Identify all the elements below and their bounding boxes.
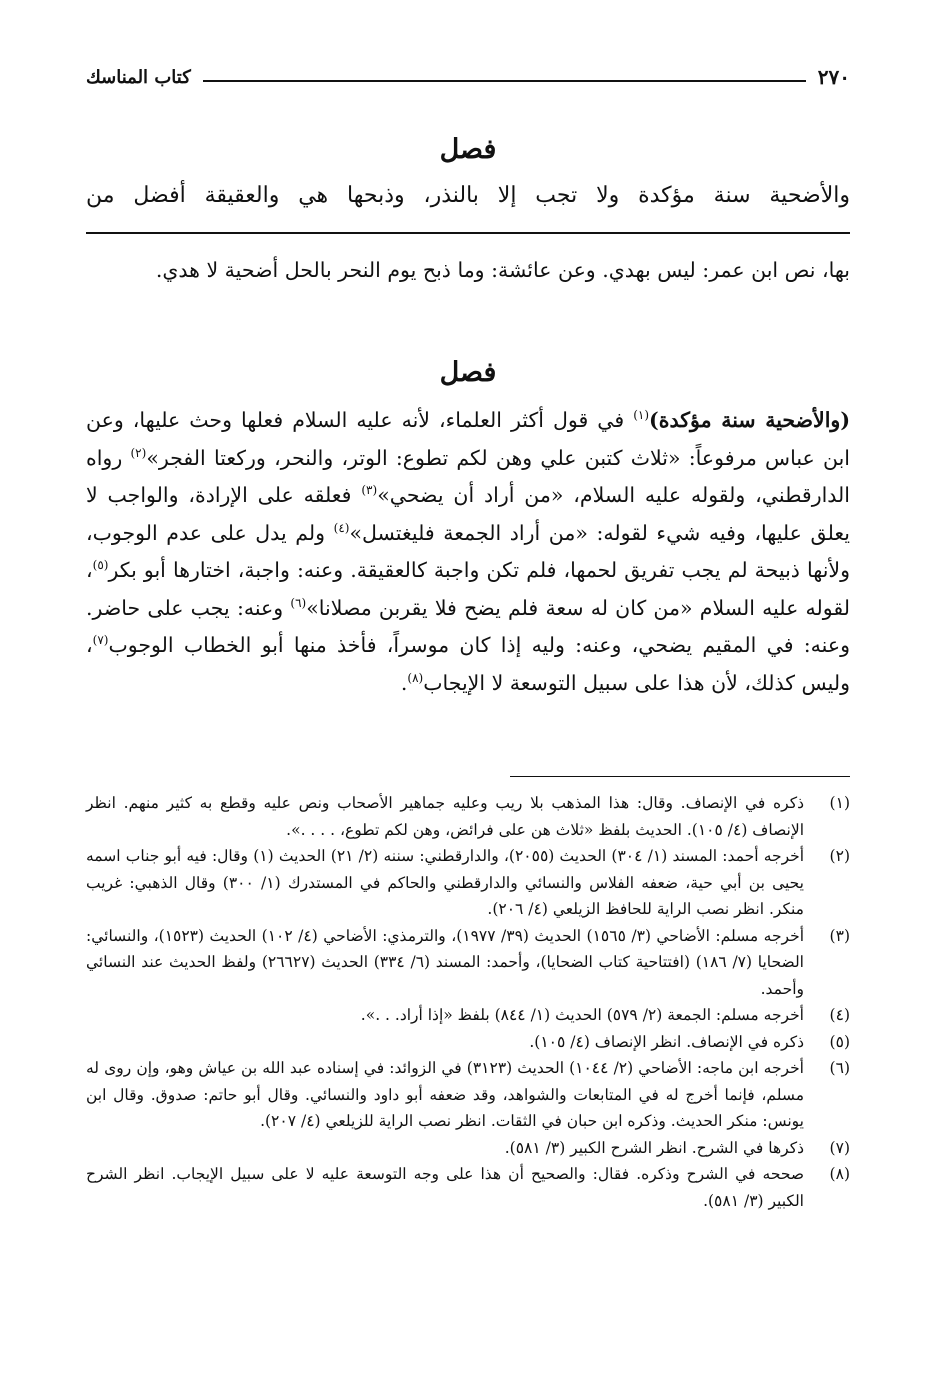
matn-separator: [86, 232, 850, 234]
footnote-ref-2: (٢): [130, 445, 147, 460]
footnote-text: أخرجه ابن ماجه: الأضاحي (٢/ ١٠٤٤) الحديث (٣١٢٣) في الزوائد: في إسناده عبد الله بن عياش وهو، وإن روى له مسلم، فإنما أخرج له في المتابعات والشواهد، وقد ضعفه أبو داود والنسائي. وقال أبو حاتم: صدوق. وقال ابن يونس: منكر الحديث. وذكره ابن حبان في الثقات. انظر نصب الراية للزيلعي (٤/ ٢٠٧).: [86, 1059, 804, 1130]
quote-close: ): [649, 408, 659, 432]
footnote-ref-7: (٧): [92, 633, 109, 648]
footnote-ref-8: (٨): [407, 670, 424, 685]
footnote-text: أخرجه مسلم: الجمعة (٢/ ٥٧٩) الحديث (١/ ٨٤٤) بلفظ «إذا أراد. . .».: [360, 1006, 804, 1024]
commentary-section: [86, 350, 850, 702]
footnote-number: (٧): [829, 1138, 850, 1157]
footnote-number: (٥): [829, 1032, 850, 1051]
commentary-seg-3: فعلقه على الإرادة، والواجب لا يعلق عليها، وفيه شيء لقوله: «من أراد الجمعة فليغتسل»: [86, 483, 850, 545]
commentary-seg-8: .: [400, 670, 408, 695]
footnote: [86, 843, 850, 923]
footnote-ref-6: (٦): [290, 595, 307, 610]
header-rule: [203, 80, 806, 82]
footnote-separator: [510, 776, 850, 777]
footnotes: [86, 790, 850, 1214]
footnote: [86, 1135, 850, 1162]
footnote-text: صححه في الشرح وذكره. فقال: والصحيح أن هذا على وجه التوسعة عليه لا على سبيل الإيجاب. انظر الشرح الكبير (٣/ ٥٨١).: [86, 1165, 804, 1210]
quoted-matn: والأضحية سنة مؤكدة: [658, 408, 841, 432]
footnote-text: أخرجه مسلم: الأضاحي (٣/ ١٥٦٥) الحديث (٣٩/ ١٩٧٧)، والترمذي: الأضاحي (٤/ ١٠٢) الحديث (١٥٢٣)، والنسائي: الضحايا (٧/ ١٨٦) (افتتاحية كتاب الضحايا)، وأحمد: المسند (٦/ ٣٣٤) الحديث (٢٦٦٢٧) ولفظ الحديث عند النسائي وأحمد.: [86, 926, 805, 998]
carryover-block: [86, 252, 850, 289]
commentary-seg-1: في قول أكثر العلماء، لأنه عليه السلام فعلها وحث عليها، وعن ابن عباس مرفوعاً: «ثلاث كتبن علي وهن لكم تطوع: الوتر، والنحر، وركعتا الفجر»: [86, 408, 850, 470]
footnote-text: ذكرها في الشرح. انظر الشرح الكبير (٣/ ٥٨١).: [504, 1138, 804, 1157]
footnote-number: (٤): [829, 1006, 850, 1024]
running-header: [86, 62, 850, 92]
footnote-number: (٦): [829, 1059, 850, 1077]
matn-block: [86, 128, 850, 216]
commentary-heading: فصل: [439, 357, 497, 388]
footnote-number: (٢): [829, 847, 850, 865]
footnote: [86, 1029, 850, 1056]
commentary-seg-5: ، لقوله عليه السلام «من كان له سعة فلم يضح فلا يقربن مصلانا»: [86, 558, 850, 620]
commentary-paragraph: [86, 402, 850, 702]
footnote: [86, 790, 850, 843]
page-number: ٢٧٠: [817, 65, 850, 89]
footnote-text: أخرجه أحمد: المسند (١/ ٣٠٤) الحديث (٢٠٥٥)، والدارقطني: سننه (٢/ ٢١) الحديث (١) وقال: فيه أبو جناب اسمه يحيى بن أبي حية، ضعفه الفلاس والنسائي والدارقطني والحاكم في المستدرك (١/ ٣٠٠) وقال الذهبي: غريب منكر. انظر نصب الراية للحافظ الزيلعي (٤/ ٢٠٦).: [86, 847, 805, 918]
footnote-ref-5: (٥): [92, 558, 109, 573]
footnote-number: (٨): [829, 1165, 850, 1183]
footnote-number: (١): [829, 794, 850, 812]
footnote: [86, 1055, 850, 1135]
matn-heading: فصل: [439, 134, 497, 165]
footnote-number: (٣): [829, 926, 850, 945]
footnote-ref-4: (٤): [333, 520, 350, 535]
matn-text: والأضحية سنة مؤكدة ولا تجب إلا بالنذر، وذبحها هي والعقيقة أفضل من: [86, 183, 850, 208]
commentary-seg-6: وعنه: يجب على حاضر. وعنه: في المقيم يضحي، وعنه: وليه إذا كان موسراً، فأخذ منها أبو الخطاب الوجوب: [86, 595, 850, 657]
footnote: [86, 1161, 850, 1214]
footnote-ref-3: (٣): [361, 483, 378, 498]
commentary-seg-4: ولم يدل على عدم الوجوب، ولأنها ذبيحة لم يجب تفريق لحمها، فلم تكن واجبة كالعقيقة. وعنه: واجبة، اختارها أبو بكر: [86, 520, 850, 582]
footnote-text: ذكره في الإنصاف. انظر الإنصاف (٤/ ١٠٥).: [529, 1032, 804, 1051]
footnote-text: ذكره في الإنصاف. وقال: هذا المذهب بلا ريب وعليه جماهير الأصحاب ونص عليه وقطع به كثير منهم. انظر الإنصاف (٤/ ١٠٥). الحديث بلفظ «ثلاث هن على فرائض، وهن لكم تطوع، . . . .».: [86, 794, 804, 839]
footnote: [86, 923, 850, 1003]
quote-open: (: [840, 408, 851, 432]
footnote-ref-1: (١): [633, 408, 650, 423]
carryover-paragraph: بها، نص ابن عمر: ليس بهدي. وعن عائشة: وما ذبح يوم النحر بالحل أضحية لا هدي.: [155, 258, 850, 282]
footnote: [86, 1002, 850, 1029]
commentary-seg-2: رواه الدارقطني، ولقوله عليه السلام، «من أراد أن يضحي»: [86, 445, 850, 507]
book-title: كتاب المناسك: [86, 66, 191, 88]
commentary-seg-7: ، وليس كذلك، لأن هذا على سبيل التوسعة لا الإيجاب: [86, 633, 850, 695]
